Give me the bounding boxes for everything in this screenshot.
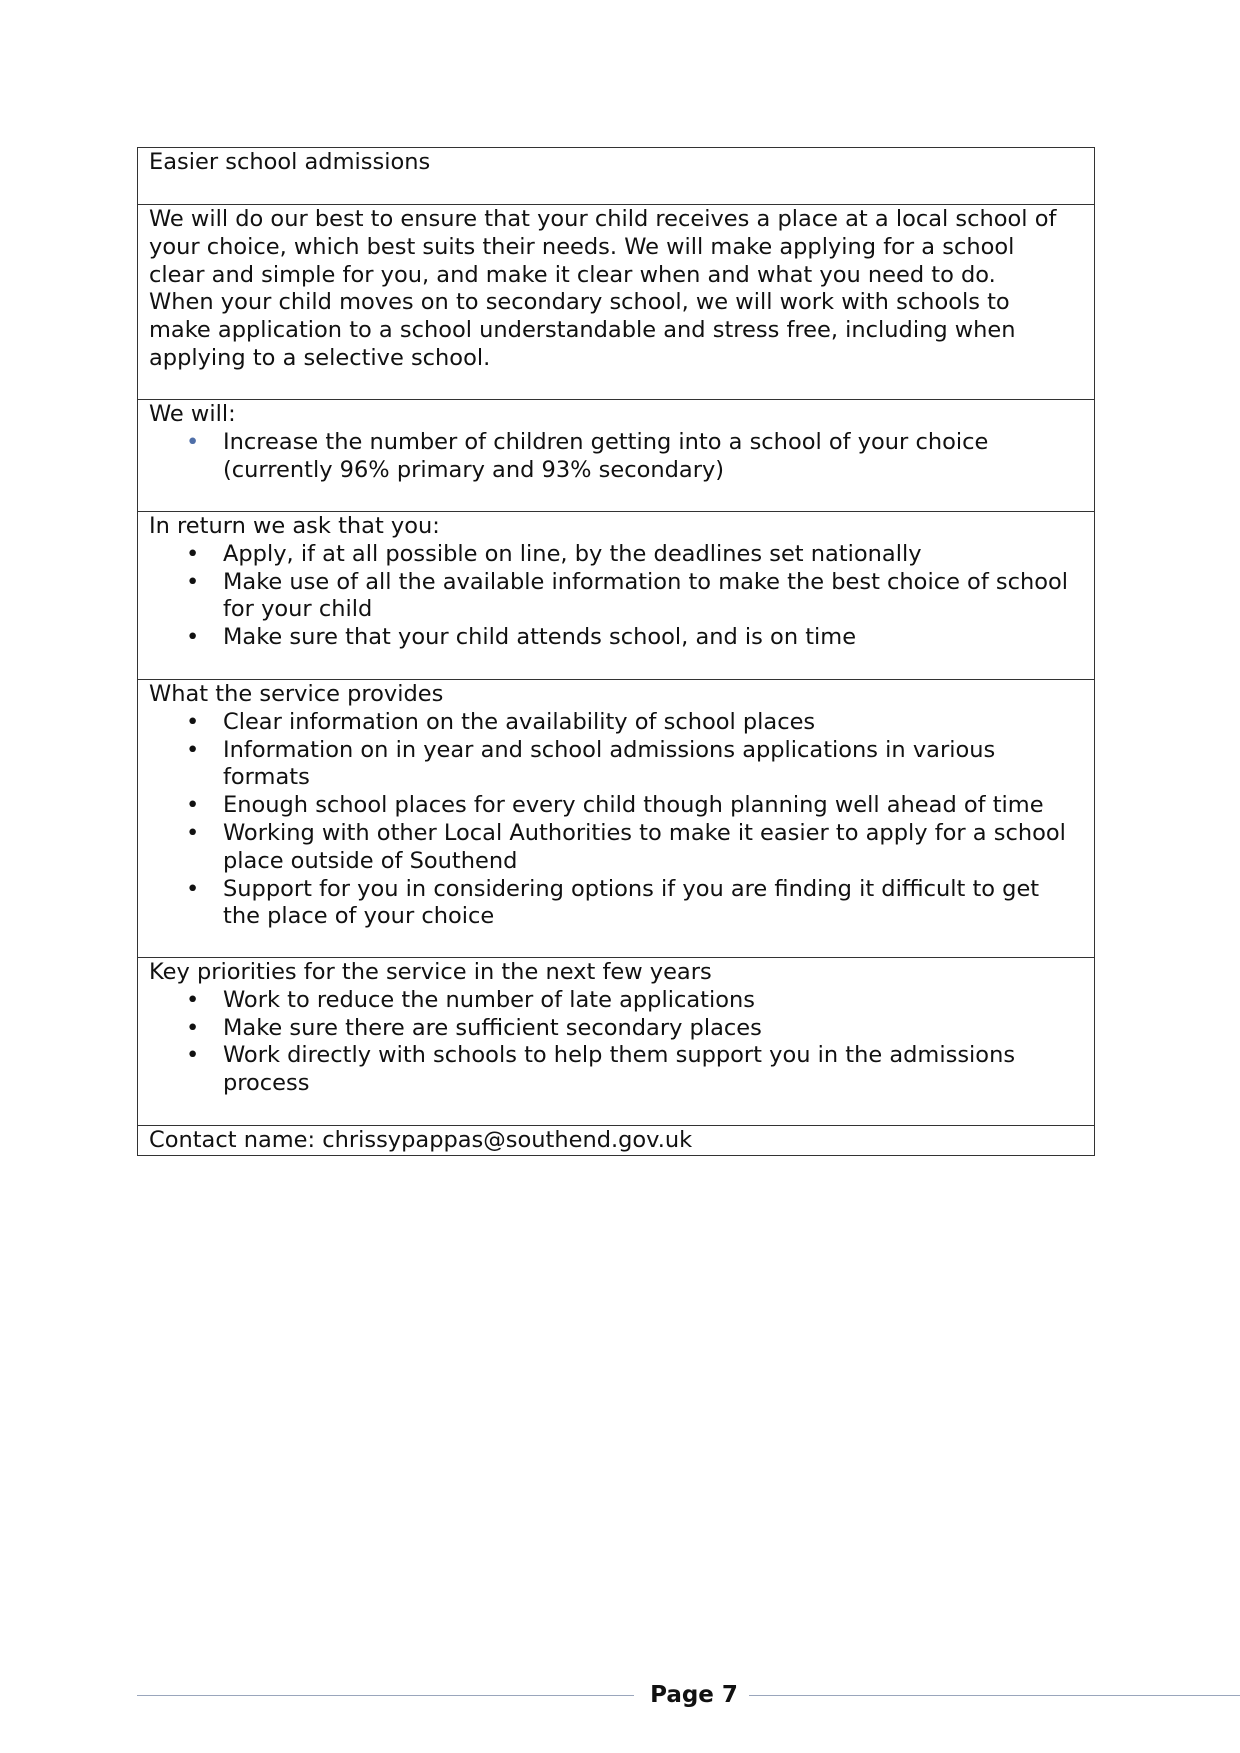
intro-line: make application to a school understandable and stress free, including when <box>149 317 1016 344</box>
contact-cell <box>138 1126 1095 1156</box>
we-will-list <box>149 429 1083 485</box>
intro-line: We will do our best to ensure that your child receives a place at a local school of <box>149 206 1057 232</box>
list-item: • Work directly with schools to help them support you in the admissions process <box>149 1042 1083 1098</box>
table-row <box>138 205 1095 400</box>
table-row <box>138 512 1095 680</box>
in-return-list <box>149 541 1083 652</box>
page-footer <box>137 1680 1240 1710</box>
footer-rule-left <box>137 1695 634 1696</box>
list-item: • Apply, if at all possible on line, by the deadlines set nationally <box>149 541 1083 569</box>
intro-line: applying to a selective school. <box>149 344 491 371</box>
title-cell <box>138 148 1095 205</box>
contact-text: Contact name: chrissypappas@southend.gov.uk <box>149 1127 693 1153</box>
table-row <box>138 1126 1095 1156</box>
intro-line: your choice, which best suits their needs. We will make applying for a school <box>149 233 1015 260</box>
table-row <box>138 958 1095 1126</box>
intro-paragraph <box>149 206 1083 373</box>
service-provides-cell <box>138 680 1095 958</box>
list-item: • Make sure that your child attends school, and is on time <box>149 624 1083 652</box>
service-provides-heading: What the service provides <box>149 681 444 707</box>
we-will-cell <box>138 400 1095 512</box>
list-item: • Work to reduce the number of late applications <box>149 987 1083 1015</box>
list-item: • Information on in year and school admissions applications in various formats <box>149 737 1083 793</box>
page-number: Page 7 <box>650 1682 738 1708</box>
list-item: • Enough school places for every child though planning well ahead of time <box>149 792 1083 820</box>
list-item: • Make sure there are sufficient secondary places <box>149 1015 1083 1043</box>
in-return-cell <box>138 512 1095 680</box>
intro-line: clear and simple for you, and make it clear when and what you need to do. <box>149 261 996 288</box>
list-item: • Support for you in considering options if you are finding it difficult to get the place of your choice <box>149 876 1083 932</box>
table-row <box>138 680 1095 958</box>
table-row <box>138 400 1095 512</box>
we-will-heading: We will: <box>149 401 236 427</box>
key-priorities-list <box>149 987 1083 1098</box>
admissions-table <box>137 147 1095 1156</box>
intro-line: When your child moves on to secondary school, we will work with schools to <box>149 289 1010 316</box>
section-title: Easier school admissions <box>149 149 431 175</box>
list-item: • Working with other Local Authorities to make it easier to apply for a school place outside of Southend <box>149 820 1083 876</box>
key-priorities-heading: Key priorities for the service in the next few years <box>149 959 712 985</box>
table-row <box>138 148 1095 205</box>
footer-rule-right <box>749 1695 1240 1696</box>
in-return-heading: In return we ask that you: <box>149 513 440 539</box>
key-priorities-cell <box>138 958 1095 1126</box>
intro-cell <box>138 205 1095 400</box>
list-item: • Increase the number of children getting into a school of your choice (currently 96% primary and 93% secondary) <box>149 429 1083 485</box>
service-provides-list <box>149 709 1083 931</box>
list-item: • Make use of all the available information to make the best choice of school for your child <box>149 569 1083 625</box>
list-item: • Clear information on the availability of school places <box>149 709 1083 737</box>
